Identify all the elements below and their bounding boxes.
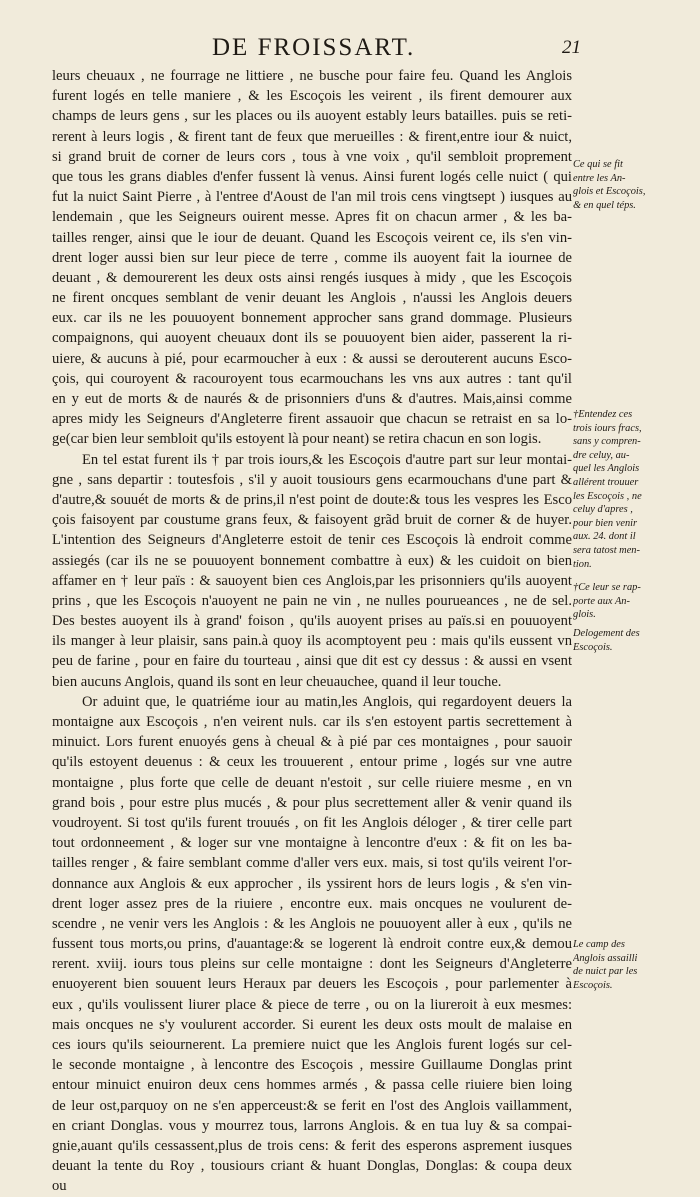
text-line: rerent. xviij. iours tous pleins sur celle montaigne : dont les Seigneurs d'Angleterre [52,956,572,973]
text-line: peu de farine , pour en faire du tourteau , ainsi que dit est cy dessus : & aussi en vsent [52,653,572,670]
margin-note-line: porte aux An- [573,595,630,607]
text-line: prins , que les Escoçois n'auoyent ne pain ne vin , ne nulles pourueances , ne de sel. [52,592,572,609]
margin-note-line: Le camp des [573,939,625,950]
margin-note [573,408,695,571]
text-line: uiere, & aucuns à pié, pour ecarmoucher à eux : & aussi se derouterent aucuns Esco- [52,350,572,367]
text-line: ces iours qu'ils seiournerent. La premiere nuict que les Anglois furent logés sur cel- [52,1037,572,1053]
text-line: çois, qui couroyent & racouroyent tous ecarmouchans les vns aux autres : tant qu'il [52,370,572,387]
margin-note-line: Anglois assailli [573,952,638,964]
text-line: L'intention des Seigneurs d'Angleterre estoit de tenir ces Escoçois là endroit comme [52,532,572,549]
text-line: minuict. Lors furent enuoyés gens à cheual & à pié par ces montaignes , pour sauoir [52,734,572,751]
text-line: ou [52,1178,67,1195]
margin-note-line: Ce qui se fit [573,159,623,170]
margin-note-line: les Escoçois , ne [573,490,642,502]
text-line: le seconde montaigne , à lencontre des Escoçois , messire Guillaume Donglas print [52,1057,572,1074]
text-line: scendre , ne venir vers les Anglois : & les Anglois ne pouuoyent aller à eux , qu'ils ne [52,915,572,932]
text-line: de leur ost,parquoy on ne s'en apperceust:& se ferit en l'ost des Anglois vaillamment, [52,1097,572,1114]
text-line: grand bois , pour estre plus mucés , & pour plus secrettement aller & venir quand ils [52,794,572,811]
text-line: voudroyent. Si tost qu'ils furent trouués , on fit les Anglois déloger , & tirer celle part [52,814,572,831]
text-line: mais oncques ne s'y voulurent accorder. Si eurent les deux osts moult de malaise en [52,1016,572,1033]
text-line: gnie,auant qu'ils cessassent,plus de trois cens: & ferit des esperons asprement iusques [52,1137,572,1154]
margin-note-line: glois. [573,609,596,621]
margin-note-line: Delogement des [573,628,640,639]
main-text-column [52,66,572,1197]
text-line: d'autre,& souuét de morts & de prins,il n'est point de doute:& tous les vespres les Esco [52,491,572,508]
margin-note-line: aux. 24. dont il [573,531,636,543]
text-line: leurs cheuaux , ne fourrage ne littiere , ne busche pour faire feu. Quand les Anglois [52,68,572,84]
text-line: donnance aux Anglois & eux approcher , ils yssirent hors de leurs logis , & s'en vin- [52,875,572,892]
margin-note-line: celuy d'apres , [573,504,633,516]
text-line: deuant , & demourerent les deux osts ainsi rengés iusques à midy , que les Escoçois [52,269,572,286]
text-line: gne , sans departir : toutesfois , s'il y auoit tousiours gens ecarmouchans d'une part & [52,471,572,488]
text-line: tout ordonneement , & loger sur vne montaigne à lencontre d'eux : & fit on les ba- [52,835,572,852]
margin-note-line: allérent trouuer [573,476,639,488]
text-line: rerent à leurs logis , & firent tant de feux que merueilles : & firent,entre iour & nuict, [52,128,572,145]
text-line: lendemain , que les Seigneurs ouirent messe. Apres fit on chacun armer , & les ba- [52,209,572,226]
text-line: enuoyerent bien souuent leurs Heraux par deuers les Escoçois , pour parlementer à [52,976,572,993]
margin-note-line: & en quel téps. [573,199,636,211]
text-line: que tous les grans diables d'enfer fussent là venus. Ainsi furent logés celle nuict ( qui [52,168,572,185]
text-line: en criant Donglas. vous y mourrez tous, larrons Anglois. & en tua luy & sa compai- [52,1117,572,1134]
text-line: montaigne aux Escoçois , n'en veirent nuls. car ils s'en estoyent partis secrettement à [52,714,572,730]
text-line: furent logés en telle maniere , & les Escoçois les veirent , ils firent demourer aux [52,88,572,105]
margin-note [573,581,695,622]
text-line: drent loger assez pres de la riuiere , encontre eux. mais oncques ne voulurent de- [52,895,572,912]
text-line: en y eut de morts & de naurés & de prisonniers d'uns & d'autres. Mais,ainsi comme [52,391,572,407]
margin-note-line: trois iours fracs, [573,422,642,434]
margin-note-line: pour bien venir [573,517,638,529]
text-line: apres midy les Seigneurs d'Angleterre firent assauoir que chacun se retraist en sa lo- [52,411,572,428]
text-line: tailles renger , & faire semblant comme d'aller vers eux. mais, si tost qu'ils veirent l'or- [52,855,572,872]
margin-note-line: sans y compren- [573,436,641,448]
text-line: fussent tous morts,ou prins, d'auantage:& se logerent là endroit contre eux,& demou [52,936,572,953]
margin-note-line: Escoçois. [573,641,613,653]
text-line: Des bestes auoyent ils à grand' foison , qu'ils auoyent prises au païs.si en pouuoyent [52,613,572,630]
text-line: ge(car bien leur sembloit qu'ils estoyent là pour neant) se retira chacun en son logis. [52,431,542,448]
text-line: ils manger à leur plaisir, sans pain.à quoy ils acomptoyent peu : mais qu'ils eussent vn [52,633,572,650]
margin-note [573,158,695,212]
text-line: assiegés (car ils ne se pouuoyent bonnement combattre à eux) & les cuidoit on bien [52,552,572,569]
margin-note-line: dre celuy, au- [573,449,630,461]
margin-note-line: de nuict par les [573,966,638,978]
page-header [0,34,700,64]
text-line: deuant la tente du Roy , tousiours criant & huant Donglas, Donglas: & coupa deux [52,1158,572,1175]
margin-note-line: quel les Anglois [573,463,640,475]
text-line: champs de leurs gens , sur les places ou ils auoyent estably leurs batailles. puis se reti- [52,108,572,125]
text-line: bien aucuns Anglois, quand ils sont en leur cheuauchee, quand il leur touche. [52,673,502,690]
text-line: affamer en † leur païs : & sauoyent bien ces Anglois,par les prisonniers qu'ils auoyent [52,572,572,589]
text-line: drent loger aussi bien sur leur piece de terre , comme ils auoyent fait la iournee de [52,249,572,266]
text-line: Or aduint que, le quatriéme iour au matin,les Anglois, qui regardoyent deuers la [82,693,572,710]
text-line: çois faisoyent par coustume grans feux, & faisoyent grãd bruit de corner & de huyer. [52,512,572,529]
margin-note-line: Escoçois. [573,979,613,991]
margin-note-line: tion. [573,558,592,570]
margin-note-line: †Entendez ces [573,409,633,420]
text-line: tailles renger, ainsi que le iour de deuant. Quand les Escoçois veirent ce, ils s'en vin- [52,229,572,246]
text-line: montaigne , plus forte que celle de deuant n'estoit , sur celle riuiere mesme , en vn [52,774,572,791]
text-line: si grand bruit de corner de leurs cors , tous à vne voix , qu'il sembloit proprement [52,148,572,165]
margin-note [573,938,695,992]
running-title: DE FROISSART. [212,34,416,61]
text-line: fut la nuict Saint Pierre , à l'entree d'Aoust de l'an mil trois cens vingtsept ) iusques au [52,189,572,206]
page-number: 21 [562,37,581,58]
text-line: En tel estat furent ils † par trois iours,& les Escoçois d'autre part sur leur montai- [82,451,572,468]
margin-note [573,627,695,654]
text-line: compaignons, qui auoyent cheuaux dont ils se pouuoyent bien aider, passerent la ri- [52,330,572,347]
margin-note-line: †Ce leur se rap- [573,582,641,593]
margin-note-line: glois et Escoçois, [573,186,646,198]
text-line: qu'ils estoyent deuenus : & ceux les trouuerent , entour prime , logés sur vne autre [52,754,572,771]
text-line: eux , qu'ils voulissent liurer place & piece de terre , ou on la liureroit à eux mesmes: [52,996,572,1013]
text-line: eux. car ils ne les pouuoyent bonnement approcher sans grand dommage. Plusieurs [52,310,572,327]
margin-note-line: sera tatost men- [573,544,640,556]
margin-note-line: entre les An- [573,172,626,184]
text-line: entour minuict enuiron deux cens hommes armés , & passa celle riuiere bien loing [52,1077,572,1094]
text-line: ne firent oncques semblant de venir deuant les Anglois , n'aussi les Anglois deuers [52,290,572,307]
